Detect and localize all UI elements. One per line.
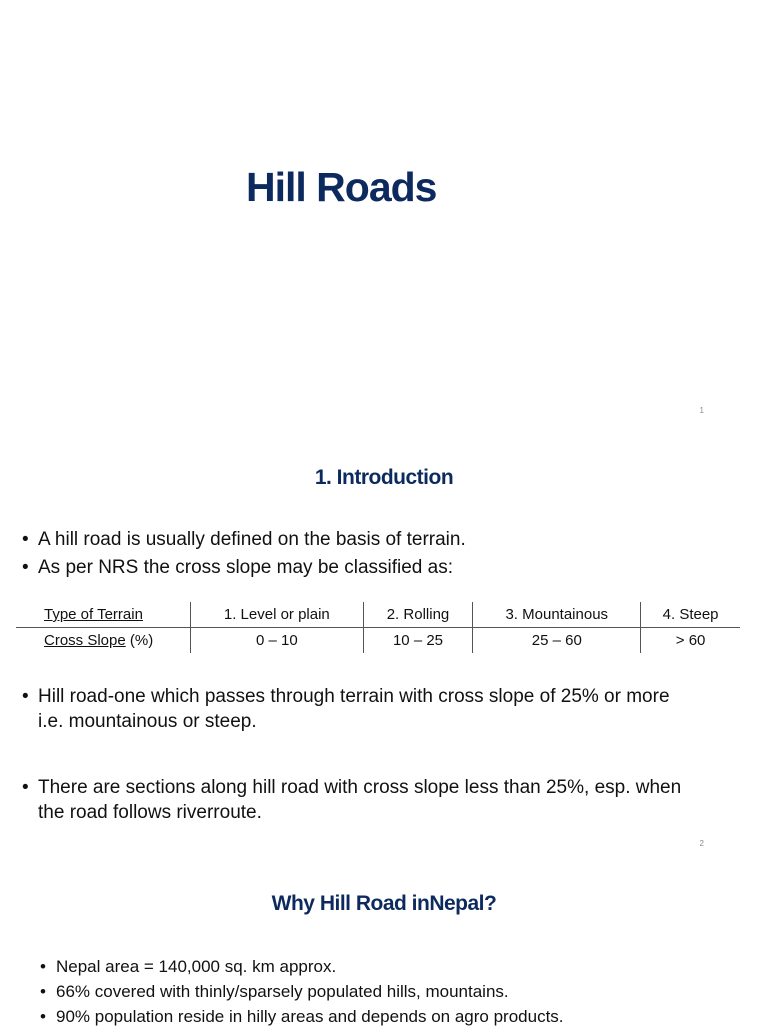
page-number: 2 <box>699 839 704 848</box>
table-row <box>16 628 740 654</box>
table-cell: 3. Mountainous <box>473 602 641 628</box>
table-cell: Type of Terrain <box>16 602 191 628</box>
table-cell: 1. Level or plain <box>191 602 364 628</box>
bullet-icon: • <box>40 982 46 1001</box>
page-number: 1 <box>699 406 704 415</box>
bullet-icon: • <box>22 686 29 707</box>
slide-1 <box>0 0 768 430</box>
bullet-icon: • <box>22 529 29 550</box>
list-item: • Hill road-one which passes through terrain with cross slope of 25% or more i.e. mountainous or steep. <box>22 686 670 732</box>
list-item: • 90% population reside in hilly areas and depends on agro products. <box>40 1004 564 1029</box>
bullet-icon: • <box>40 957 46 976</box>
bullet-icon: • <box>40 1007 46 1026</box>
list-item: • As per NRS the cross slope may be classified as: <box>22 554 466 582</box>
list-item: • There are sections along hill road with cross slope less than 25%, esp. when the road follows riverroute. <box>22 777 682 823</box>
table-cell: > 60 <box>641 628 740 654</box>
list-item: • 66% covered with thinly/sparsely populated hills, mountains. <box>40 979 564 1004</box>
bullet-list <box>22 526 466 582</box>
table-cell: 25 – 60 <box>473 628 641 654</box>
slide-3 <box>0 860 768 1024</box>
slide-title: 1. Introduction <box>314 466 454 489</box>
list-item: • A hill road is usually defined on the basis of terrain. <box>22 526 466 554</box>
bullet-list <box>40 954 564 1029</box>
bullet-list <box>22 775 681 825</box>
bullet-list <box>22 684 670 734</box>
table-cell: Cross Slope (%) <box>44 632 154 649</box>
terrain-table <box>16 602 740 653</box>
slide-title: Hill Roads <box>246 164 437 210</box>
bullet-icon: • <box>22 777 29 798</box>
slide-title: Why Hill Road inNepal? <box>271 892 497 915</box>
table-cell: 2. Rolling <box>363 602 473 628</box>
table-cell: 4. Steep <box>641 602 740 628</box>
table-row <box>16 602 740 628</box>
table-cell: 10 – 25 <box>363 628 473 654</box>
table-cell: 0 – 10 <box>191 628 364 654</box>
slide-2 <box>0 430 768 860</box>
list-item: • Nepal area = 140,000 sq. km approx. <box>40 954 564 979</box>
bullet-icon: • <box>22 557 29 578</box>
